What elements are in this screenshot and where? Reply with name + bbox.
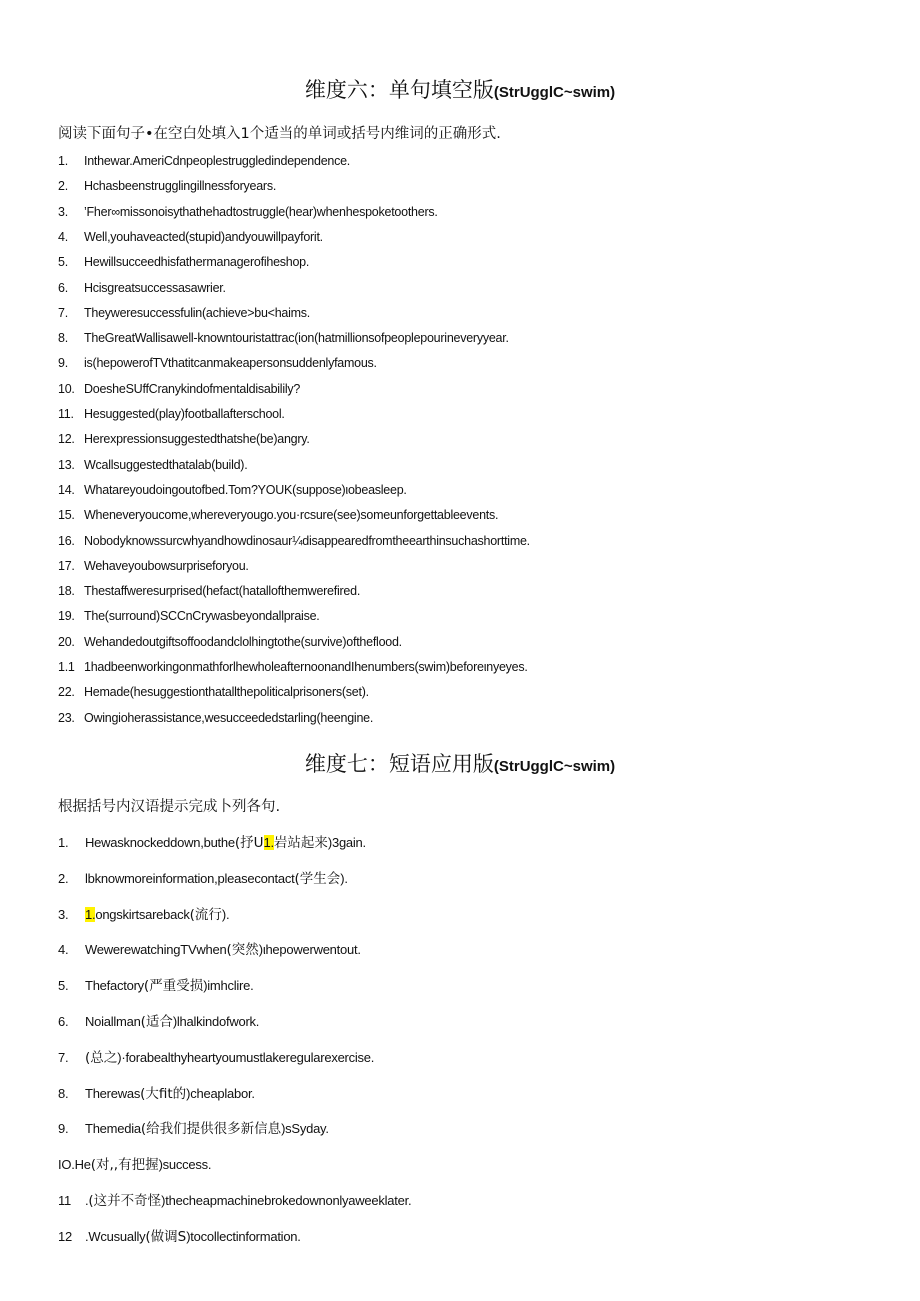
chinese-hint: (总之 <box>85 1049 118 1066</box>
section7-item <box>58 1153 211 1173</box>
section6-item <box>58 179 276 193</box>
item-text: )lhalkindofwork. <box>172 1014 260 1029</box>
item-number: 14. <box>58 482 75 497</box>
item-number: 9. <box>58 1121 69 1137</box>
item-number: 7. <box>58 305 68 320</box>
item-number: 5. <box>58 255 68 270</box>
item-text: DoesheSUffCranykindofmentaldisabilily? <box>84 381 301 396</box>
item-text: Wheneveryoucome,whereveryougo.you·rcsure(see)someunforgettableevents. <box>84 508 499 523</box>
item-text: Thestaffweresurprised(hefact(hatallofthemwerefired. <box>84 584 361 599</box>
item-number: 12 <box>58 1228 72 1244</box>
item-text: Inthewar.AmeriCdnpeoplestruggledindependence. <box>84 154 351 168</box>
item-text: WewerewatchingTVwhen <box>85 942 227 958</box>
item-number: 1. <box>58 154 68 168</box>
section6-item <box>58 306 310 320</box>
item-number: 12. <box>58 432 75 447</box>
section6-item <box>58 584 360 598</box>
section6-heading-en: (StrUgglC~swim) <box>493 84 616 101</box>
section7-heading-en: (StrUgglC~swim) <box>493 758 616 775</box>
section6-item <box>58 154 350 168</box>
item-text: ’Fher∞missonoisythathehadtostruggle(hear)whenhespoketoothers. <box>84 204 438 219</box>
item-text: Wcallsuggestedthatalab(build). <box>84 457 248 472</box>
item-text: )success. <box>158 1157 212 1173</box>
item-number: 6. <box>58 280 68 295</box>
item-text: ). <box>340 870 348 886</box>
item-text: TheGreatWallisawell-knowntouristattrac(ion(hatmillionsofpeoplepourineveryyear. <box>84 331 509 346</box>
item-text: ). <box>221 906 230 922</box>
item-number: 1. <box>58 835 69 850</box>
item-number: 13. <box>58 457 75 472</box>
item-number: 4. <box>58 942 69 958</box>
section7-item <box>58 938 361 958</box>
item-number: 16. <box>58 533 75 548</box>
item-number: 3. <box>58 204 68 219</box>
item-number: 8. <box>58 331 68 346</box>
item-number: 18. <box>58 584 75 599</box>
section7-item <box>58 1010 259 1030</box>
item-number: 4. <box>58 229 68 244</box>
chinese-hint: (给我们提供很多新信息 <box>140 1121 282 1138</box>
section6-instruction: 阅读下面句子•在空白处填入1个适当的单词或括号内维词的正确形式. <box>58 126 501 142</box>
section7-item <box>58 1225 301 1245</box>
item-text: . <box>85 1193 89 1208</box>
item-number: 17. <box>58 558 75 573</box>
section7-item <box>58 831 366 851</box>
item-number: 15. <box>58 508 75 523</box>
item-text: Whatareyoudoingoutofbed.Tom?YOUK(suppose)ιobeasleep. <box>84 482 407 497</box>
section6-item <box>58 559 249 573</box>
chinese-hint: (抒U <box>234 835 264 851</box>
item-number: 2. <box>58 870 69 886</box>
item-text: Wehaveyoubowsurpriseforyou. <box>84 558 249 573</box>
item-number: 9. <box>58 356 68 371</box>
item-text: Themedia <box>85 1121 141 1137</box>
item-number: 7. <box>58 1049 69 1065</box>
item-number: IO. <box>58 1157 75 1173</box>
item-text: Wehandedoutgiftsoffoodandclolhingtothe(survive)oftheflood. <box>84 634 402 649</box>
section6-item <box>58 458 247 472</box>
section6-item <box>58 230 323 244</box>
item-text: 1hadbeenworkingonmathforlhewholeafternoonandIhenumbers(swim)beforeιnyeyes. <box>84 660 528 674</box>
item-text: He <box>74 1157 91 1173</box>
section7-heading <box>0 748 920 778</box>
chinese-hint: (大fit的 <box>140 1085 187 1102</box>
section6-item <box>58 382 300 396</box>
item-text: Well,youhaveacted(stupid)andyouwillpayforit. <box>84 229 323 244</box>
section7-item <box>58 974 253 994</box>
section6-item <box>58 635 402 649</box>
section6-item <box>58 281 226 295</box>
item-text: )tocollectinformation. <box>186 1228 301 1244</box>
chinese-hint: (突然 <box>226 942 259 959</box>
item-text: ongskirtsareback <box>95 906 190 922</box>
section6-item <box>58 508 498 522</box>
item-text: lbknowmoreinformation,pleasecontact <box>85 870 295 886</box>
item-text: Hesuggested(play)footballafterschool. <box>84 407 285 421</box>
section7-item <box>58 1189 411 1209</box>
section6-item <box>58 432 310 446</box>
chinese-hint: (适合 <box>140 1014 173 1030</box>
item-text: Hcisgreatsuccessasawrier. <box>84 280 226 295</box>
item-number: 23. <box>58 710 75 725</box>
section6-item <box>58 609 320 623</box>
section7-heading-cn: 维度七：短语应用版 <box>304 752 494 776</box>
section6-heading <box>0 74 920 104</box>
item-number: 10. <box>58 381 75 396</box>
section6-item <box>58 483 407 497</box>
section7-item <box>58 1046 374 1066</box>
item-text: )·forabealthyheartyoumustlakeregularexercise. <box>117 1049 375 1065</box>
chinese-hint: (这并不奇怪 <box>88 1193 162 1209</box>
item-number: 20. <box>58 634 75 649</box>
item-text: )ιhepowerwentout. <box>258 942 361 958</box>
section7-instruction: 根据括号内汉语提示完成卜列各句. <box>58 799 281 815</box>
section7-item <box>58 867 348 887</box>
section6-item <box>58 407 285 421</box>
chinese-hint: (流行 <box>189 906 222 923</box>
item-number: 6. <box>58 1014 69 1029</box>
section6-item <box>58 660 528 674</box>
section7-item <box>58 1082 255 1102</box>
item-text: Owingioherassistance,wesucceededstarling(heengine. <box>84 710 374 725</box>
item-text: Theyweresuccessfulin(achieve>bu<haims. <box>84 305 311 320</box>
section7-item <box>58 903 229 923</box>
item-number: 11 <box>58 1193 71 1208</box>
highlight-mark: 1. <box>85 906 96 922</box>
item-text: )thecheapmachinebrokedownonlyaweeklater. <box>161 1193 412 1208</box>
item-number: 3. <box>58 906 69 922</box>
chinese-hint: (学生会 <box>294 870 341 887</box>
section6-item <box>58 356 377 370</box>
chinese-hint: (对,,有把握 <box>90 1157 159 1174</box>
item-text: Therewas <box>85 1085 141 1101</box>
item-text: )imhclire. <box>203 978 254 994</box>
item-text: )3gain. <box>327 835 366 850</box>
item-text: .Wcusually <box>85 1228 146 1244</box>
item-number: 19. <box>58 609 75 624</box>
item-number: 1.1 <box>58 660 75 674</box>
chinese-hint: (做调S <box>145 1228 187 1245</box>
chinese-hint: 岩站起来 <box>273 835 328 851</box>
item-text: Noiallman <box>85 1014 141 1029</box>
item-text: Herexpressionsuggestedthatshe(be)angry. <box>84 432 310 447</box>
highlight-mark: 1. <box>263 835 274 850</box>
section6-item <box>58 205 438 219</box>
item-text: is(hepowerofTVthatitcanmakeapersonsuddenlyfamous. <box>84 356 377 371</box>
section6-item <box>58 685 369 699</box>
item-text: Nobodyknowssurcwhyandhowdinosaur¼disappearedfromtheearthinsuchashorttime. <box>84 533 530 548</box>
chinese-hint: (严重受损 <box>143 978 204 995</box>
section6-item <box>58 331 509 345</box>
item-number: 22. <box>58 685 75 700</box>
item-text: Hewillsucceedhisfathermanagerofiheshop. <box>84 255 310 270</box>
section6-heading-cn: 维度六：单句填空版 <box>304 78 494 102</box>
item-text: Hewasknockeddown,buthe <box>85 835 235 850</box>
section6-item <box>58 534 530 548</box>
item-number: 5. <box>58 978 69 994</box>
item-number: 8. <box>58 1085 69 1101</box>
item-number: 11. <box>58 407 74 421</box>
item-text: )cheaplabor. <box>186 1085 255 1101</box>
item-text: The(surround)SCCnCrywasbeyondallpraise. <box>84 609 320 624</box>
section6-item <box>58 255 309 269</box>
item-text: )sSyday. <box>281 1121 329 1137</box>
item-number: 2. <box>58 179 68 194</box>
item-text: Hemade(hesuggestionthatallthepoliticalprisoners(set). <box>84 685 369 700</box>
section7-item <box>58 1117 329 1137</box>
item-text: Hchasbeenstrugglingillnessforyears. <box>84 179 277 194</box>
item-text: Thefactory <box>85 978 144 994</box>
section6-item <box>58 711 373 725</box>
